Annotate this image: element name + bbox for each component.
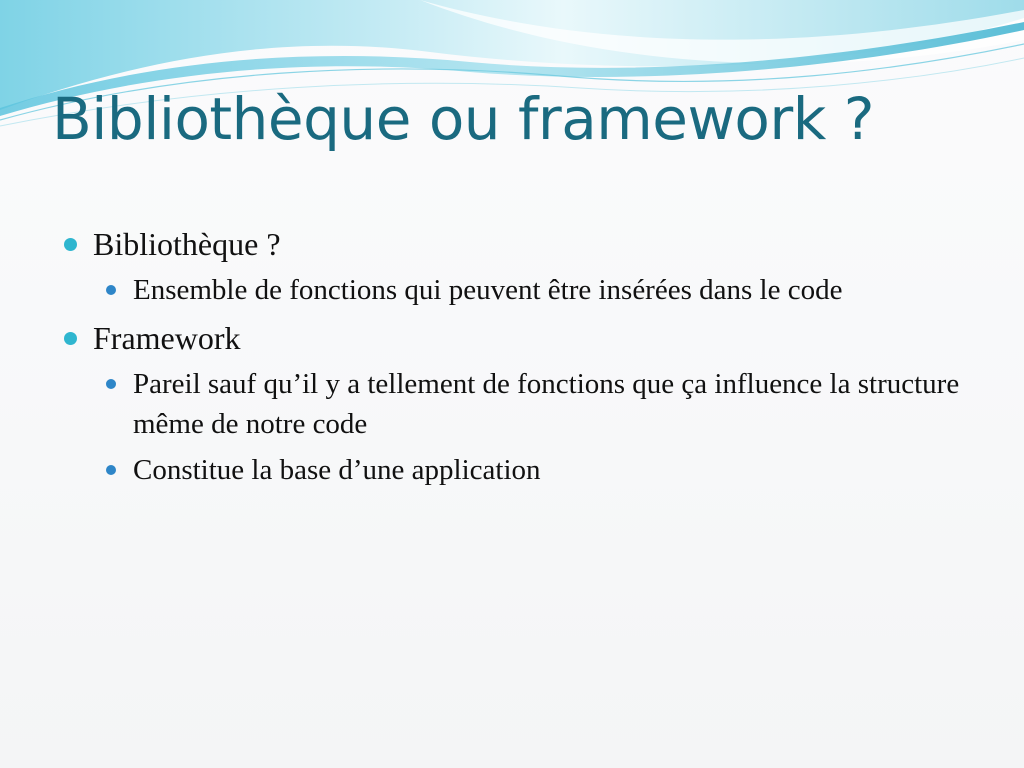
bullet-item-framework <box>64 316 964 490</box>
bullet-dot-icon <box>64 238 77 251</box>
bullet-text: Bibliothèque ? <box>93 226 281 262</box>
bullet-list <box>64 222 964 496</box>
sub-bullet-text: Ensemble de fonctions qui peuvent être insérées dans le code <box>133 274 843 306</box>
slide-title: Bibliothèque ou framework ? <box>52 85 875 153</box>
bullet-item-bibliotheque <box>64 222 964 310</box>
sub-bullet-item <box>106 364 964 444</box>
bullet-text: Framework <box>93 320 241 356</box>
sub-bullet-item <box>106 270 964 310</box>
sub-bullet-item <box>106 450 964 490</box>
sub-bullet-dot-icon <box>106 465 116 475</box>
bullet-dot-icon <box>64 332 77 345</box>
sub-bullet-list <box>93 364 964 490</box>
sub-bullet-text: Constitue la base d’une application <box>133 454 541 486</box>
sub-bullet-text: Pareil sauf qu’il y a tellement de fonctions que ça influence la structure même de notre code <box>133 368 960 440</box>
sub-bullet-dot-icon <box>106 379 116 389</box>
sub-bullet-dot-icon <box>106 285 116 295</box>
sub-bullet-list <box>93 270 964 310</box>
